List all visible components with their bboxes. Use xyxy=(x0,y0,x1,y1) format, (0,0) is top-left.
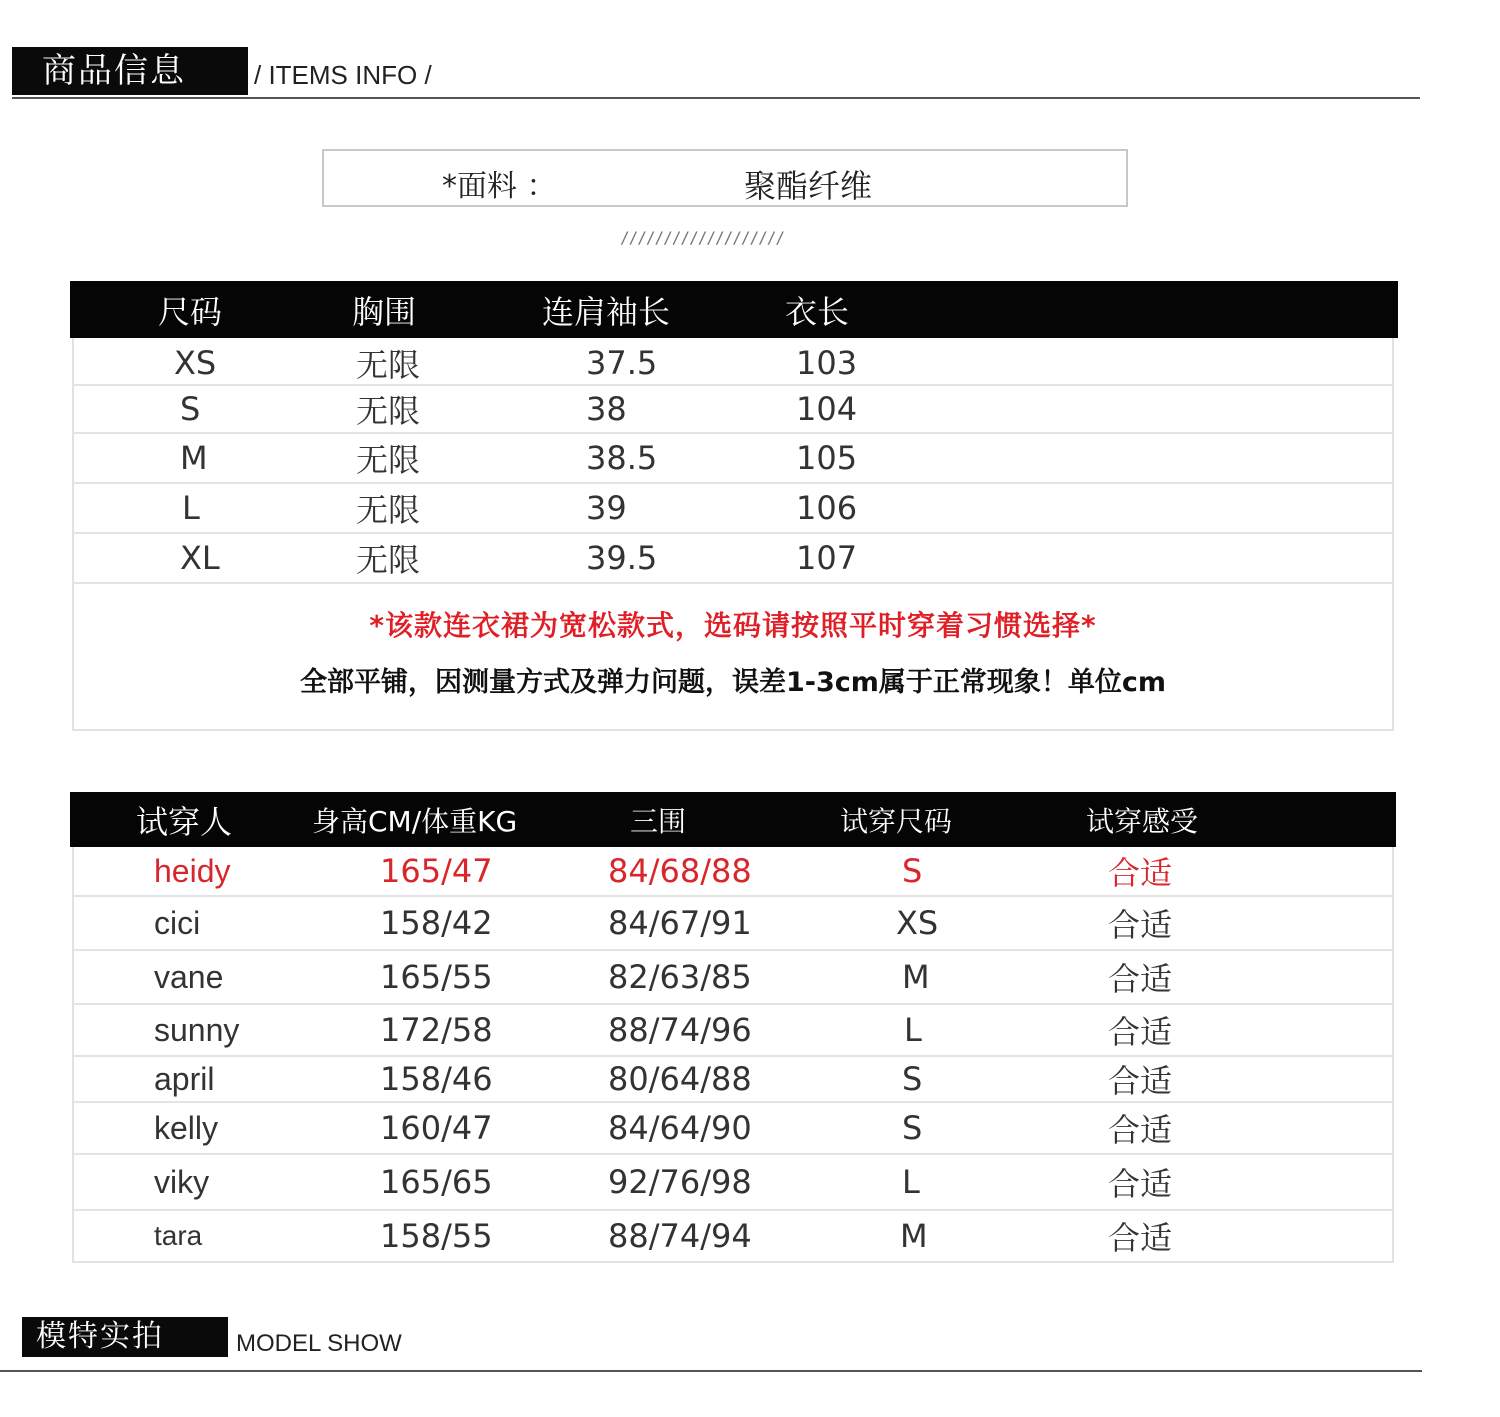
table-row xyxy=(74,1103,1392,1155)
items-info-title-block xyxy=(12,47,248,95)
size-header-size: 尺码 xyxy=(158,292,223,331)
measurements-cell: 84/68/88 xyxy=(608,852,752,890)
size-cell: S xyxy=(902,1060,923,1098)
model-show-underline xyxy=(0,1370,1422,1372)
person-cell: sunny xyxy=(154,1011,240,1048)
bust-cell: 无限 xyxy=(356,541,421,579)
measurements-cell: 80/64/88 xyxy=(608,1060,752,1098)
model-show-subtitle: MODEL SHOW xyxy=(236,1330,402,1357)
measurements-cell: 84/67/91 xyxy=(608,904,752,942)
table-row xyxy=(74,534,1392,584)
height-weight-cell: 158/46 xyxy=(380,1060,493,1098)
size-cell: S xyxy=(902,852,923,890)
fit-header-size: 试穿尺码 xyxy=(840,804,953,838)
sleeve-cell: 38 xyxy=(586,390,627,428)
length-cell: 104 xyxy=(796,390,858,428)
bust-cell: 无限 xyxy=(356,491,421,529)
bust-cell: 无限 xyxy=(356,392,421,430)
table-row xyxy=(74,951,1392,1005)
model-show-title-block xyxy=(22,1317,228,1357)
table-row xyxy=(74,1155,1392,1211)
size-cell: L xyxy=(182,489,200,527)
fit-header-person: 试穿人 xyxy=(136,802,233,841)
person-cell: heidy xyxy=(154,852,231,889)
fit-header-measurements: 三围 xyxy=(630,804,687,838)
sleeve-cell: 38.5 xyxy=(586,439,658,477)
feeling-cell: 合适 xyxy=(1108,1165,1173,1203)
size-cell: M xyxy=(180,439,208,477)
items-info-underline xyxy=(12,97,1420,99)
height-weight-cell: 165/65 xyxy=(380,1163,493,1201)
size-header-length: 衣长 xyxy=(785,292,850,331)
size-cell: XS xyxy=(896,904,939,942)
fabric-label: *面料 ： xyxy=(442,169,557,204)
size-header-bust: 胸围 xyxy=(352,292,417,331)
table-row xyxy=(74,1211,1392,1261)
height-weight-cell: 158/42 xyxy=(380,904,493,942)
person-cell: cici xyxy=(154,904,201,941)
size-cell: S xyxy=(902,1109,923,1147)
person-cell: april xyxy=(154,1060,215,1097)
bust-cell: 无限 xyxy=(356,346,421,384)
table-row xyxy=(74,434,1392,484)
feeling-cell: 合适 xyxy=(1108,854,1173,892)
size-cell: XL xyxy=(180,539,220,577)
sleeve-cell: 39.5 xyxy=(586,539,658,577)
table-row xyxy=(74,342,1392,386)
items-info-subtitle: / ITEMS INFO / xyxy=(254,60,432,90)
table-row xyxy=(74,897,1392,951)
sleeve-cell: 39 xyxy=(586,489,627,527)
bust-cell: 无限 xyxy=(356,441,421,479)
height-weight-cell: 165/47 xyxy=(380,852,493,890)
sleeve-cell: 37.5 xyxy=(586,344,658,382)
table-row xyxy=(74,484,1392,534)
table-row xyxy=(74,1005,1392,1057)
measurements-cell: 92/76/98 xyxy=(608,1163,752,1201)
measurements-cell: 82/63/85 xyxy=(608,958,752,996)
size-header-sleeve: 连肩袖长 xyxy=(542,292,671,331)
feeling-cell: 合适 xyxy=(1108,1219,1173,1257)
length-cell: 106 xyxy=(796,489,858,527)
length-cell: 107 xyxy=(796,539,858,577)
measurements-cell: 88/74/94 xyxy=(608,1217,752,1255)
person-cell: kelly xyxy=(154,1109,219,1146)
measurements-cell: 88/74/96 xyxy=(608,1011,752,1049)
person-cell: tara xyxy=(154,1220,203,1251)
size-note-black: 全部平铺，因测量方式及弹力问题，误差1-3cm属于正常现象！单位cm xyxy=(299,667,1167,698)
fabric-box xyxy=(322,149,1128,207)
table-row xyxy=(74,386,1392,434)
fitting-table-header xyxy=(70,792,1396,847)
feeling-cell: 合适 xyxy=(1108,960,1173,998)
measurements-cell: 84/64/90 xyxy=(608,1109,752,1147)
table-row xyxy=(74,1057,1392,1103)
person-cell: viky xyxy=(154,1163,210,1200)
size-table-body xyxy=(72,338,1394,731)
height-weight-cell: 165/55 xyxy=(380,958,493,996)
length-cell: 105 xyxy=(796,439,858,477)
size-cell: M xyxy=(900,1217,928,1255)
fabric-value: 聚酯纤维 xyxy=(744,167,873,205)
person-cell: vane xyxy=(154,958,224,995)
size-cell: L xyxy=(904,1011,922,1049)
model-show-title: 模特实拍 xyxy=(36,1319,164,1354)
size-cell: L xyxy=(902,1163,920,1201)
feeling-cell: 合适 xyxy=(1108,1111,1173,1149)
fit-header-feeling: 试穿感受 xyxy=(1086,804,1199,838)
height-weight-cell: 160/47 xyxy=(380,1109,493,1147)
feeling-cell: 合适 xyxy=(1108,1062,1173,1100)
size-table-header xyxy=(70,281,1398,338)
size-note-red: *该款连衣裙为宽松款式，选码请按照平时穿着习惯选择* xyxy=(369,609,1097,642)
height-weight-cell: 172/58 xyxy=(380,1011,493,1049)
fit-header-height-weight: 身高CM/体重KG xyxy=(312,804,518,838)
table-row xyxy=(74,847,1392,897)
size-cell: XS xyxy=(174,344,217,382)
slash-divider: /////////////////// xyxy=(620,228,785,247)
feeling-cell: 合适 xyxy=(1108,906,1173,944)
length-cell: 103 xyxy=(796,344,858,382)
feeling-cell: 合适 xyxy=(1108,1013,1173,1051)
size-cell: S xyxy=(180,390,201,428)
items-info-title: 商品信息 xyxy=(42,51,186,91)
fitting-table-body xyxy=(72,847,1394,1263)
height-weight-cell: 158/55 xyxy=(380,1217,493,1255)
size-cell: M xyxy=(902,958,930,996)
